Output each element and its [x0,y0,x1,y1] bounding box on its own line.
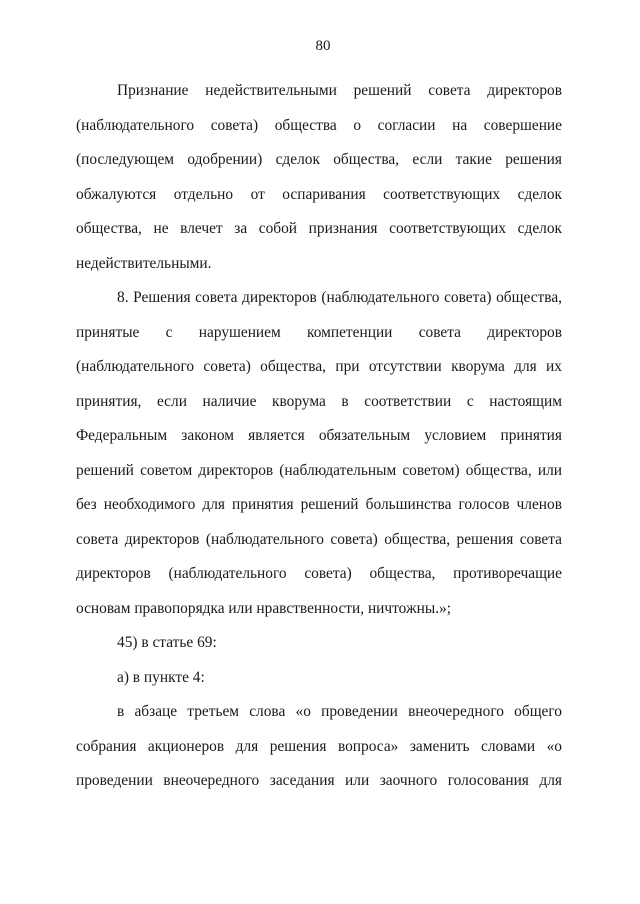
paragraph-invalidity-of-board-decisions: Признание недействительными решений совета директоров (наблюдательного совета) общества о согласии на совершение (последующем одобрении) сделок общества, если такие решения обжалуются отдельно от оспаривания соответствующих сделок общества, не влечет за собой признания соответствующих сделок недействительными. [76,82,562,272]
paragraph-amendment-third-subparagraph: в абзаце третьем слова «о проведении внеочередного общего собрания акционеров для решения вопроса» заменить словами «о проведении внеочередного заседания или заочного голосования для [76,703,562,789]
paragraph-8-void-board-decisions: 8. Решения совета директоров (наблюдательного совета) общества, принятые с нарушением компетенции совета директоров (наблюдательного совета) общества, при отсутствии кворума для их принятия, если наличие кворума в соответствии с настоящим Федеральным законом является обязательным условием принятия решений советом директоров (наблюдательным советом) общества, или без необходимого для принятия решений большинства голосов членов совета директоров (наблюдательного совета) общества, решения совета директоров (наблюдательного совета) общества, противоречащие основам правопорядка или нравственности, ничтожны.»; [76,289,562,617]
paragraph-item-45: 45) в статье 69: [117,634,217,651]
page-number: 80 [315,38,331,54]
paragraph-subitem-a: а) в пункте 4: [117,668,205,686]
document-body [76,74,562,799]
